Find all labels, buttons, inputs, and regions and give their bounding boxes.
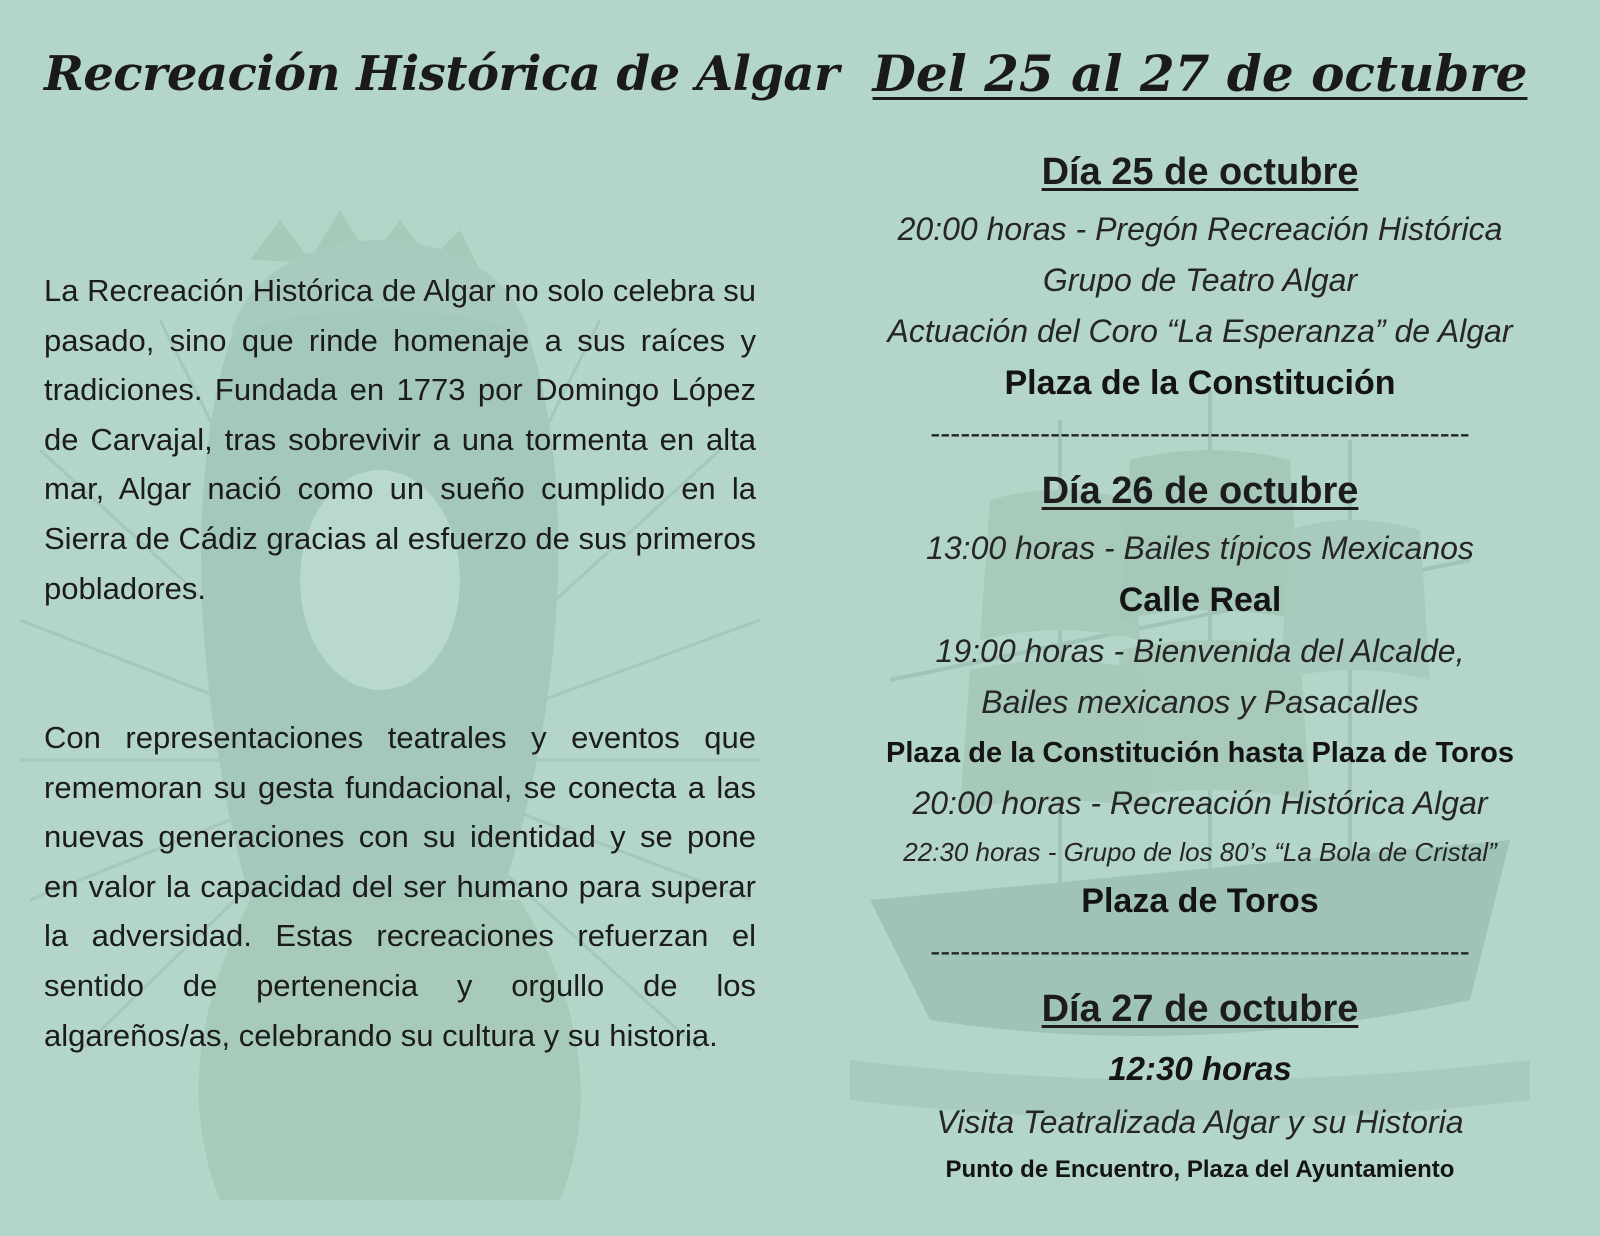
- day-26-heading: Día 26 de octubre: [1041, 470, 1359, 512]
- day-25-heading: Día 25 de octubre: [1041, 151, 1359, 193]
- date-range-text: Del 25 al 27 de octubre: [872, 44, 1528, 103]
- day-25-event-1: 20:00 horas - Pregón Recreación Histórica: [897, 211, 1503, 247]
- separator-2: ------------------------------------------------------: [930, 935, 1470, 968]
- day-26-event-4: 20:00 horas - Recreación Histórica Algar: [912, 785, 1488, 821]
- day-26-event-5: 22:30 horas - Grupo de los 80’s “La Bola de Cristal”: [903, 837, 1497, 867]
- day-25-event-2: Grupo de Teatro Algar: [1042, 262, 1358, 298]
- day-26-event-1: 13:00 horas - Bailes típicos Mexicanos: [926, 530, 1474, 566]
- day-26-venue-2: Plaza de la Constitución hasta Plaza de Toros: [886, 737, 1514, 769]
- day-26-venue-1: Calle Real: [1118, 581, 1282, 619]
- separator-1: ------------------------------------------------------: [930, 417, 1470, 450]
- day-25-event-3: Actuación del Coro “La Esperanza” de Algar: [887, 313, 1513, 349]
- day-26-event-3: Bailes mexicanos y Pasacalles: [981, 684, 1419, 720]
- event-program: [820, 140, 1580, 1192]
- day-26-venue-3: Plaza de Toros: [1081, 882, 1319, 920]
- second-paragraph: Con representaciones teatrales y eventos que rememoran su gesta fundacional, se conecta a las nuevas generaciones con su identidad y se pone en valor la capacidad del ser humano para superar la adversidad. Estas recreaciones refuerzan el sentido de pertenencia y orgullo de los algareños/as, celebrando su cultura y su historia.: [44, 720, 756, 1053]
- page-title: Recreación Histórica de Algar: [44, 46, 839, 102]
- day-27-heading: Día 27 de octubre: [1041, 988, 1359, 1030]
- day-26-event-2: 19:00 horas - Bienvenida del Alcalde,: [935, 633, 1465, 669]
- intro-paragraph: La Recreación Histórica de Algar no solo celebra su pasado, sino que rinde homenaje a sus raíces y tradiciones. Fundada en 1773 por Domingo López de Carvajal, tras sobrevivir a una tormenta en alta mar, Algar nació como un sueño cumplido en la Sierra de Cádiz gracias al esfuerzo de sus primeros pobladores.: [44, 273, 756, 606]
- day-27-time: 12:30 horas: [1108, 1050, 1292, 1087]
- day-27-event-1: Visita Teatralizada Algar y su Historia: [936, 1104, 1464, 1140]
- date-range-title: [820, 40, 1580, 108]
- day-25-venue: Plaza de la Constitución: [1004, 364, 1396, 402]
- day-27-venue: Punto de Encuentro, Plaza del Ayuntamiento: [945, 1156, 1455, 1183]
